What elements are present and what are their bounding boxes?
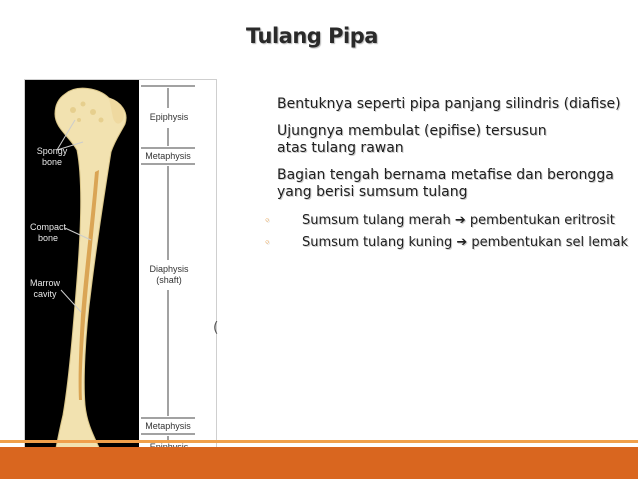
decorative-mark: ( (213, 320, 219, 336)
label-metaphysis-top: Metaphysis (145, 151, 191, 161)
bullet-marker-icon: ◦ (264, 236, 271, 249)
bone-figure (24, 79, 217, 468)
bullet-item: Ujungnya membulat (epifise) tersusun atas tulang rawan (277, 123, 547, 156)
label-diaphysis: Diaphysis (shaft) (149, 264, 189, 285)
sub-bullet-text: Sumsum tulang merah ➔ pembentukan eritrosit (302, 213, 615, 228)
footer-accent-line (0, 440, 638, 443)
sub-bullet-text: Sumsum tulang kuning ➔ pembentukan sel lemak (302, 235, 629, 250)
bullet-item: Bentuknya seperti pipa panjang silindris (diafise) (277, 96, 621, 112)
label-spongy-bone: Spongy bone (36, 146, 68, 167)
slide-title: Tulang Pipa (246, 24, 378, 48)
label-epiphysis-top: Epiphysis (149, 112, 189, 122)
label-metaphysis-bottom: Metaphysis (145, 421, 191, 431)
bullet-list (277, 96, 633, 211)
bullet-marker-icon: ◦ (264, 214, 271, 227)
label-compact-bone: Compact bone (29, 222, 66, 243)
footer-band (0, 447, 638, 479)
bullet-item: Bagian tengah bernama metafise dan berongga yang berisi sumsum tulang (277, 167, 614, 200)
label-marrow-cavity: Marrow cavity (29, 278, 60, 299)
